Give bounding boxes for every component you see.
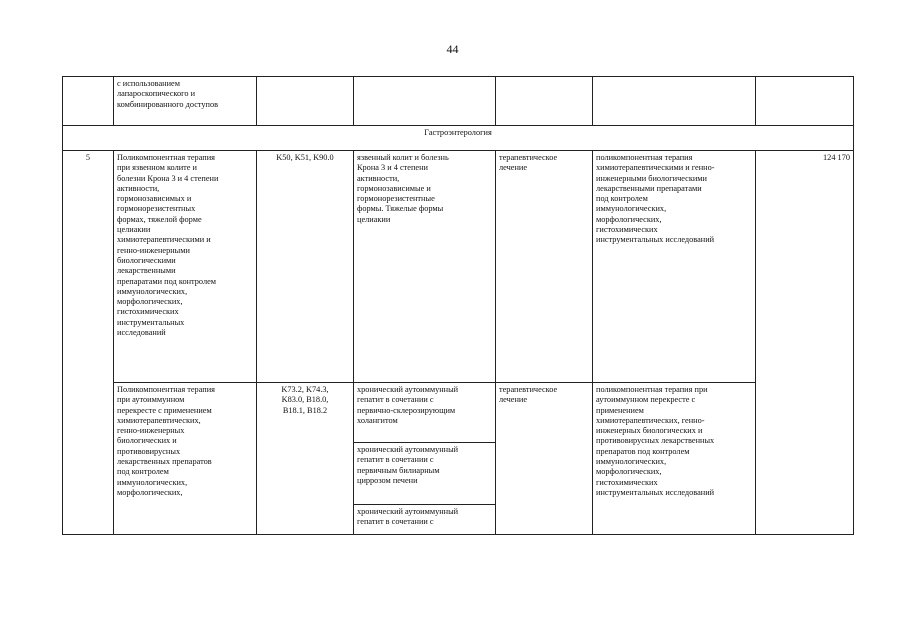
treatment-cell: терапевтическое лечение [496,151,593,383]
section-title: Гастроэнтерология [63,126,854,151]
model-cell: язвенный колит и болезнь Крона 3 и 4 степени активности, гормонозависимые и гормонорезистентные формы. Тяжелые формы целиакии [354,151,496,383]
treatment-cell: терапевтическое лечение [496,383,593,535]
table-row [63,383,854,443]
method-cell: Поликомпонентная терапия при язвенном колите и болезни Крона 3 и 4 степени активности, гормонозависимых и гормонорезистентных формах, тяжелой форме целиакии химиотерапевтическими и генно-инженерными биологическими лекарственными препаратами под контролем иммунологических, морфологических, гистохимических инструментальных исследований [114,151,257,383]
procedures-table [62,76,854,535]
method-cell: Поликомпонентная терапия при аутоиммунном перекресте с применением химиотерапевтических, генно-инженерных биологических и противовирусных лекарственных препаратов под контролем иммунологических, морфологических, [114,383,257,535]
section-row [63,126,854,151]
table-row [63,151,854,383]
model-cell: хронический аутоиммунный гепатит в сочетании с первичным билиарным циррозом печени [354,443,496,505]
page-number: 44 [446,42,459,56]
method-cell: с использованием лапароскопического и комбинированного доступов [114,77,257,126]
description-cell: поликомпонентная терапия при аутоиммунном перекресте с применением химиотерапевтических, генно- инженерных биологических и противовирусных лекарственных препаратов под контролем иммунологических, морфологических, гистохимических инструментальных исследований [593,383,756,535]
description-cell [593,77,756,126]
description-cell: поликомпонентная терапия химиотерапевтическими и генно- инженерными биологическими лекарственными препаратами под контролем иммунологических, морфологических, гистохимических инструментальных исследований [593,151,756,383]
model-cell [354,77,496,126]
number-cell [63,77,114,126]
codes-cell: K50, K51, K90.0 [257,151,354,383]
treatment-cell [496,77,593,126]
codes-cell: K73.2, K74.3, K83.0, B18.0, B18.1, B18.2 [257,383,354,535]
model-cell: хронический аутоиммунный гепатит в сочетании с первично-склерозирующим холангитом [354,383,496,443]
number-cell: 5 [63,151,114,535]
model-cell: хронический аутоиммунный гепатит в сочетании с [354,505,496,535]
price-cell: 124 170 [756,151,854,535]
codes-cell [257,77,354,126]
price-cell [756,77,854,126]
table-row [63,77,854,126]
